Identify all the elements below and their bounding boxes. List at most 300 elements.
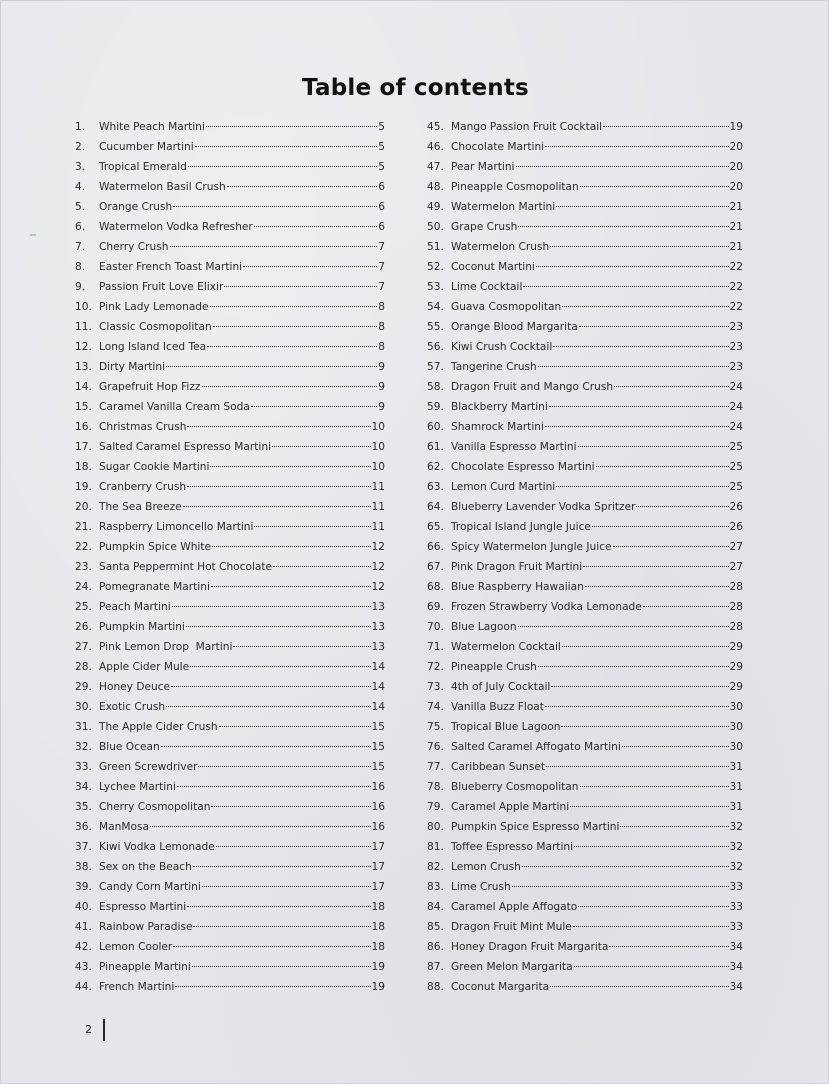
toc-entry-number: 8.: [75, 261, 86, 273]
toc-entry-number: 25.: [75, 601, 92, 613]
toc-entry[interactable]: [75, 517, 385, 537]
toc-entry-page: 29: [729, 661, 743, 673]
toc-entry-number: 48.: [427, 181, 444, 193]
toc-entry-title: 4th of July Cocktail: [451, 681, 551, 693]
toc-dot-leader: [251, 406, 377, 407]
toc-entry[interactable]: [427, 537, 743, 557]
toc-entry-title: Orange Crush: [99, 201, 173, 213]
toc-entry-title: Pineapple Cosmopolitan: [451, 181, 579, 193]
toc-entry[interactable]: [427, 377, 743, 397]
toc-entry-title: Blueberry Lavender Vodka Spritzer: [451, 501, 636, 513]
toc-dot-leader: [190, 666, 370, 667]
toc-entry-page: 6: [378, 221, 385, 233]
toc-entry[interactable]: [75, 637, 385, 657]
toc-entry-title: Watermelon Cocktail: [451, 641, 561, 653]
toc-entry-number: 2.: [75, 141, 86, 153]
toc-dot-leader: [233, 646, 370, 647]
toc-dot-leader: [211, 586, 371, 587]
toc-entry-title: Watermelon Martini: [451, 201, 556, 213]
toc-entry-title: Pink Lemon Drop Martini: [99, 641, 233, 653]
toc-entry-title: Tropical Island Jungle Juice: [451, 521, 591, 533]
toc-entry[interactable]: [75, 857, 385, 877]
toc-entry[interactable]: [427, 697, 743, 717]
toc-entry[interactable]: [75, 797, 385, 817]
toc-entry-page: 16: [371, 801, 385, 813]
toc-entry-title: Tangerine Crush: [451, 361, 537, 373]
toc-entry-number: 9.: [75, 281, 86, 293]
toc-entry-page: 13: [371, 621, 385, 633]
toc-dot-leader: [254, 526, 370, 527]
toc-entry-page: 28: [729, 621, 743, 633]
toc-dot-leader: [173, 206, 377, 207]
toc-entry-page: 26: [729, 501, 743, 513]
toc-entry[interactable]: [75, 937, 385, 957]
toc-entry[interactable]: [75, 297, 385, 317]
toc-entry-page: 9: [378, 361, 385, 373]
toc-entry-number: 52.: [427, 261, 444, 273]
toc-entry[interactable]: [75, 537, 385, 557]
toc-entry[interactable]: [75, 877, 385, 897]
toc-entry-number: 37.: [75, 841, 92, 853]
toc-entry-page: 31: [729, 801, 743, 813]
toc-entry[interactable]: [427, 677, 743, 697]
toc-entry-title: Raspberry Limoncello Martini: [99, 521, 254, 533]
toc-entry-title: Peach Martini: [99, 601, 171, 613]
toc-entry-title: Cranberry Crush: [99, 481, 187, 493]
toc-entry-title: Caramel Vanilla Cream Soda: [99, 401, 250, 413]
toc-entry-number: 60.: [427, 421, 444, 433]
toc-dot-leader: [583, 566, 728, 567]
toc-entry[interactable]: [427, 637, 743, 657]
toc-entry-title: Tropical Emerald: [99, 161, 187, 173]
toc-entry-title: Cherry Cosmopolitan: [99, 801, 211, 813]
toc-entry[interactable]: [427, 317, 743, 337]
toc-entry-page: 14: [371, 701, 385, 713]
toc-entry-page: 15: [371, 761, 385, 773]
toc-entry-number: 51.: [427, 241, 444, 253]
toc-dot-leader: [596, 466, 729, 467]
toc-entry[interactable]: [75, 397, 385, 417]
toc-entry-page: 6: [378, 181, 385, 193]
toc-entry[interactable]: [75, 457, 385, 477]
toc-entry[interactable]: [427, 497, 743, 517]
page-title: Table of contents: [302, 75, 529, 101]
toc-entry-page: 8: [378, 301, 385, 313]
toc-entry[interactable]: [75, 337, 385, 357]
toc-entry[interactable]: [75, 657, 385, 677]
toc-entry-number: 41.: [75, 921, 92, 933]
toc-entry[interactable]: [427, 297, 743, 317]
toc-entry-title: Toffee Espresso Martini: [451, 841, 574, 853]
toc-entry[interactable]: [75, 617, 385, 637]
toc-entry-title: Mango Passion Fruit Cocktail: [451, 121, 603, 133]
toc-entry-number: 22.: [75, 541, 92, 553]
toc-entry-title: Spicy Watermelon Jungle Juice: [451, 541, 612, 553]
toc-entry[interactable]: [427, 877, 743, 897]
toc-entry-page: 10: [371, 421, 385, 433]
toc-entry[interactable]: [75, 377, 385, 397]
toc-entry-page: 34: [729, 981, 743, 993]
toc-entry[interactable]: [427, 817, 743, 837]
toc-entry[interactable]: [75, 137, 385, 157]
toc-entry[interactable]: [427, 517, 743, 537]
toc-entry[interactable]: [427, 717, 743, 737]
toc-entry[interactable]: [75, 157, 385, 177]
toc-entry-title: Salted Caramel Affogato Martini: [451, 741, 621, 753]
toc-entry-number: 68.: [427, 581, 444, 593]
toc-dot-leader: [188, 166, 377, 167]
toc-entry-title: Easter French Toast Martini: [99, 261, 243, 273]
toc-entry-number: 66.: [427, 541, 444, 553]
toc-entry[interactable]: [75, 777, 385, 797]
toc-entry[interactable]: [75, 557, 385, 577]
toc-entry-page: 11: [371, 501, 385, 513]
toc-entry-title: Pumpkin Martini: [99, 621, 185, 633]
toc-entry[interactable]: [427, 737, 743, 757]
toc-entry-number: 6.: [75, 221, 86, 233]
toc-entry[interactable]: [427, 557, 743, 577]
toc-entry-number: 78.: [427, 781, 444, 793]
toc-entry-page: 19: [371, 981, 385, 993]
toc-entry-number: 12.: [75, 341, 92, 353]
toc-dot-leader: [574, 966, 729, 967]
toc-entry-number: 55.: [427, 321, 444, 333]
toc-dot-leader: [243, 266, 377, 267]
toc-dot-leader: [150, 826, 371, 827]
toc-entry-number: 23.: [75, 561, 92, 573]
toc-entry[interactable]: [427, 837, 743, 857]
toc-entry[interactable]: [427, 117, 743, 137]
toc-entry[interactable]: [427, 577, 743, 597]
toc-entry[interactable]: [75, 117, 385, 137]
toc-dot-leader: [207, 346, 377, 347]
toc-entry-title: Lime Cocktail: [451, 281, 523, 293]
toc-entry-page: 10: [371, 441, 385, 453]
toc-entry[interactable]: [427, 937, 743, 957]
toc-entry[interactable]: [75, 197, 385, 217]
toc-entry[interactable]: [75, 897, 385, 917]
toc-entry[interactable]: [75, 177, 385, 197]
toc-entry-page: 30: [729, 701, 743, 713]
toc-entry-number: 42.: [75, 941, 92, 953]
toc-entry[interactable]: [427, 977, 743, 997]
toc-entry[interactable]: [75, 977, 385, 997]
toc-entry[interactable]: [427, 477, 743, 497]
toc-entry-title: Coconut Margarita: [451, 981, 550, 993]
toc-dot-leader: [580, 186, 729, 187]
toc-entry[interactable]: [427, 177, 743, 197]
toc-entry-number: 49.: [427, 201, 444, 213]
toc-entry-title: Green Melon Margarita: [451, 961, 573, 973]
toc-entry[interactable]: [75, 917, 385, 937]
toc-entry-page: 7: [378, 241, 385, 253]
toc-entry[interactable]: [75, 717, 385, 737]
toc-entry-title: Sex on the Beach: [99, 861, 192, 873]
toc-entry-number: 1.: [75, 121, 86, 133]
toc-entry-title: Vanilla Espresso Martini: [451, 441, 577, 453]
toc-dot-leader: [512, 886, 729, 887]
paper-speck: [30, 234, 36, 236]
toc-entry-page: 5: [378, 141, 385, 153]
toc-dot-leader: [538, 366, 729, 367]
toc-entry-page: 34: [729, 961, 743, 973]
toc-entry-page: 7: [378, 281, 385, 293]
toc-entry-page: 23: [729, 341, 743, 353]
toc-dot-leader: [545, 426, 729, 427]
toc-dot-leader: [198, 766, 370, 767]
toc-entry-title: Long Island Iced Tea: [99, 341, 207, 353]
toc-entry-number: 84.: [427, 901, 444, 913]
toc-column-right: [427, 117, 743, 997]
toc-entry-title: Caramel Apple Martini: [451, 801, 570, 813]
toc-entry-number: 15.: [75, 401, 92, 413]
toc-entry-page: 19: [729, 121, 743, 133]
toc-entry-page: 10: [371, 461, 385, 473]
toc-entry[interactable]: [427, 797, 743, 817]
toc-entry-page: 11: [371, 481, 385, 493]
toc-entry-page: 25: [729, 481, 743, 493]
toc-entry[interactable]: [75, 837, 385, 857]
toc-entry-page: 24: [729, 421, 743, 433]
toc-dot-leader: [186, 626, 371, 627]
toc-entry[interactable]: [427, 277, 743, 297]
toc-entry[interactable]: [75, 257, 385, 277]
toc-entry-page: 34: [729, 941, 743, 953]
toc-dot-leader: [561, 726, 728, 727]
toc-entry[interactable]: [427, 777, 743, 797]
toc-entry-title: Pumpkin Spice Espresso Martini: [451, 821, 620, 833]
toc-entry-title: Exotic Crush: [99, 701, 166, 713]
toc-entry-title: Lime Crush: [451, 881, 511, 893]
toc-entry-title: Watermelon Crush: [451, 241, 550, 253]
toc-entry-number: 32.: [75, 741, 92, 753]
toc-entry-number: 26.: [75, 621, 92, 633]
toc-entry-number: 71.: [427, 641, 444, 653]
toc-entry[interactable]: [75, 277, 385, 297]
toc-entry-page: 16: [371, 781, 385, 793]
toc-entry-number: 40.: [75, 901, 92, 913]
toc-entry-number: 43.: [75, 961, 92, 973]
toc-entry[interactable]: [427, 137, 743, 157]
toc-entry-number: 36.: [75, 821, 92, 833]
toc-entry-title: Chocolate Martini: [451, 141, 545, 153]
toc-entry-page: 21: [729, 241, 743, 253]
toc-dot-leader: [570, 806, 728, 807]
toc-entry-title: Lemon Cooler: [99, 941, 173, 953]
toc-dot-leader: [550, 246, 728, 247]
toc-entry-number: 76.: [427, 741, 444, 753]
toc-entry-page: 8: [378, 321, 385, 333]
toc-entry-title: Blue Raspberry Hawaiian: [451, 581, 584, 593]
toc-dot-leader: [187, 486, 370, 487]
toc-entry[interactable]: [75, 577, 385, 597]
toc-dot-leader: [175, 986, 370, 987]
toc-entry[interactable]: [427, 437, 743, 457]
toc-entry-page: 31: [729, 781, 743, 793]
toc-entry[interactable]: [427, 197, 743, 217]
toc-entry[interactable]: [427, 257, 743, 277]
toc-dot-leader: [224, 286, 377, 287]
toc-entry[interactable]: [427, 237, 743, 257]
toc-entry[interactable]: [427, 397, 743, 417]
toc-entry-title: Blackberry Martini: [451, 401, 548, 413]
toc-entry-page: 21: [729, 221, 743, 233]
toc-entry[interactable]: [75, 677, 385, 697]
toc-entry-title: Caribbean Sunset: [451, 761, 546, 773]
toc-entry[interactable]: [75, 237, 385, 257]
toc-dot-leader: [193, 866, 371, 867]
toc-entry-number: 4.: [75, 181, 86, 193]
toc-entry[interactable]: [427, 617, 743, 637]
toc-entry[interactable]: [427, 357, 743, 377]
toc-entry-page: 32: [729, 821, 743, 833]
toc-entry-page: 9: [378, 401, 385, 413]
toc-entry-number: 72.: [427, 661, 444, 673]
toc-entry-title: White Peach Martini: [99, 121, 205, 133]
toc-entry[interactable]: [427, 337, 743, 357]
toc-entry-number: 85.: [427, 921, 444, 933]
toc-dot-leader: [202, 386, 378, 387]
toc-entry-page: 22: [729, 261, 743, 273]
toc-dot-leader: [177, 786, 371, 787]
toc-entry-number: 62.: [427, 461, 444, 473]
toc-entry[interactable]: [427, 217, 743, 237]
toc-entry[interactable]: [427, 417, 743, 437]
toc-entry-page: 26: [729, 521, 743, 533]
toc-entry[interactable]: [75, 597, 385, 617]
toc-entry-number: 33.: [75, 761, 92, 773]
toc-entry-number: 5.: [75, 201, 86, 213]
toc-entry[interactable]: [75, 357, 385, 377]
toc-entry[interactable]: [427, 917, 743, 937]
toc-entry[interactable]: [427, 897, 743, 917]
toc-entry-page: 13: [371, 601, 385, 613]
toc-entry-page: 18: [371, 921, 385, 933]
toc-entry[interactable]: [427, 457, 743, 477]
toc-entry-page: 24: [729, 401, 743, 413]
toc-entry-number: 28.: [75, 661, 92, 673]
toc-entry-title: Pomegranate Martini: [99, 581, 210, 593]
toc-entry[interactable]: [75, 737, 385, 757]
toc-dot-leader: [636, 506, 728, 507]
toc-entry-number: 38.: [75, 861, 92, 873]
toc-entry-title: Blueberry Cosmopolitan: [451, 781, 579, 793]
toc-entry[interactable]: [75, 477, 385, 497]
toc-entry[interactable]: [427, 857, 743, 877]
toc-dot-leader: [538, 666, 729, 667]
toc-entry-number: 70.: [427, 621, 444, 633]
toc-entry-title: Sugar Cookie Martini: [99, 461, 210, 473]
toc-dot-leader: [161, 746, 371, 747]
toc-entry-number: 21.: [75, 521, 92, 533]
toc-entry[interactable]: [75, 757, 385, 777]
toc-entry[interactable]: [427, 597, 743, 617]
toc-entry-title: Kiwi Crush Cocktail: [451, 341, 553, 353]
toc-entry-number: 88.: [427, 981, 444, 993]
toc-entry-page: 22: [729, 281, 743, 293]
toc-dot-leader: [556, 486, 728, 487]
toc-entry-number: 50.: [427, 221, 444, 233]
toc-entry-title: Pink Dragon Fruit Martini: [451, 561, 583, 573]
toc-entry[interactable]: [75, 497, 385, 517]
toc-entry-title: The Apple Cider Crush: [99, 721, 218, 733]
toc-entry-title: Salted Caramel Espresso Martini: [99, 441, 272, 453]
toc-entry-page: 32: [729, 861, 743, 873]
toc-dot-leader: [171, 686, 370, 687]
toc-dot-leader: [212, 546, 370, 547]
toc-entry-title: The Sea Breeze: [99, 501, 182, 513]
toc-entry-number: 69.: [427, 601, 444, 613]
toc-entry-number: 67.: [427, 561, 444, 573]
toc-entry-page: 33: [729, 901, 743, 913]
toc-entry-number: 64.: [427, 501, 444, 513]
toc-entry-title: Passion Fruit Love Elixir: [99, 281, 224, 293]
toc-entry-number: 77.: [427, 761, 444, 773]
toc-entry-page: 17: [371, 841, 385, 853]
toc-dot-leader: [578, 446, 729, 447]
toc-entry-title: Pineapple Crush: [451, 661, 537, 673]
toc-entry-page: 30: [729, 741, 743, 753]
toc-dot-leader: [183, 506, 371, 507]
toc-entry-title: Pumpkin Spice White: [99, 541, 212, 553]
toc-entry-page: 20: [729, 141, 743, 153]
toc-entry-page: 32: [729, 841, 743, 853]
toc-entry-page: 28: [729, 581, 743, 593]
toc-entry-page: 30: [729, 721, 743, 733]
toc-dot-leader: [551, 686, 728, 687]
toc-entry[interactable]: [75, 437, 385, 457]
toc-entry-number: 82.: [427, 861, 444, 873]
toc-entry[interactable]: [75, 417, 385, 437]
toc-entry-number: 3.: [75, 161, 86, 173]
toc-entry-page: 7: [378, 261, 385, 273]
toc-dot-leader: [545, 146, 728, 147]
toc-entry-title: Rainbow Paradise: [99, 921, 193, 933]
toc-entry-title: Classic Cosmopolitan: [99, 321, 212, 333]
toc-entry-page: 14: [371, 661, 385, 673]
toc-entry-number: 35.: [75, 801, 92, 813]
toc-entry[interactable]: [75, 317, 385, 337]
toc-entry-page: 27: [729, 561, 743, 573]
toc-dot-leader: [620, 826, 728, 827]
toc-entry[interactable]: [427, 657, 743, 677]
toc-dot-leader: [170, 246, 378, 247]
toc-entry[interactable]: [75, 957, 385, 977]
toc-dot-leader: [166, 366, 377, 367]
toc-entry-title: Pineapple Martini: [99, 961, 191, 973]
toc-entry-number: 46.: [427, 141, 444, 153]
toc-entry[interactable]: [427, 757, 743, 777]
toc-entry[interactable]: [427, 157, 743, 177]
toc-entry-number: 79.: [427, 801, 444, 813]
toc-entry-number: 7.: [75, 241, 86, 253]
toc-entry-number: 24.: [75, 581, 92, 593]
toc-entry[interactable]: [427, 957, 743, 977]
toc-entry-number: 47.: [427, 161, 444, 173]
toc-entry-title: Orange Blood Margarita: [451, 321, 578, 333]
toc-entry-title: Lychee Martini: [99, 781, 176, 793]
toc-entry-title: Pink Lady Lemonade: [99, 301, 209, 313]
toc-entry[interactable]: [75, 217, 385, 237]
toc-entry[interactable]: [75, 817, 385, 837]
toc-entry-title: Pear Martini: [451, 161, 515, 173]
toc-entry[interactable]: [75, 697, 385, 717]
toc-entry-page: 9: [378, 381, 385, 393]
toc-dot-leader: [585, 586, 729, 587]
toc-entry-page: 21: [729, 201, 743, 213]
toc-entry-page: 17: [371, 881, 385, 893]
toc-entry-number: 65.: [427, 521, 444, 533]
